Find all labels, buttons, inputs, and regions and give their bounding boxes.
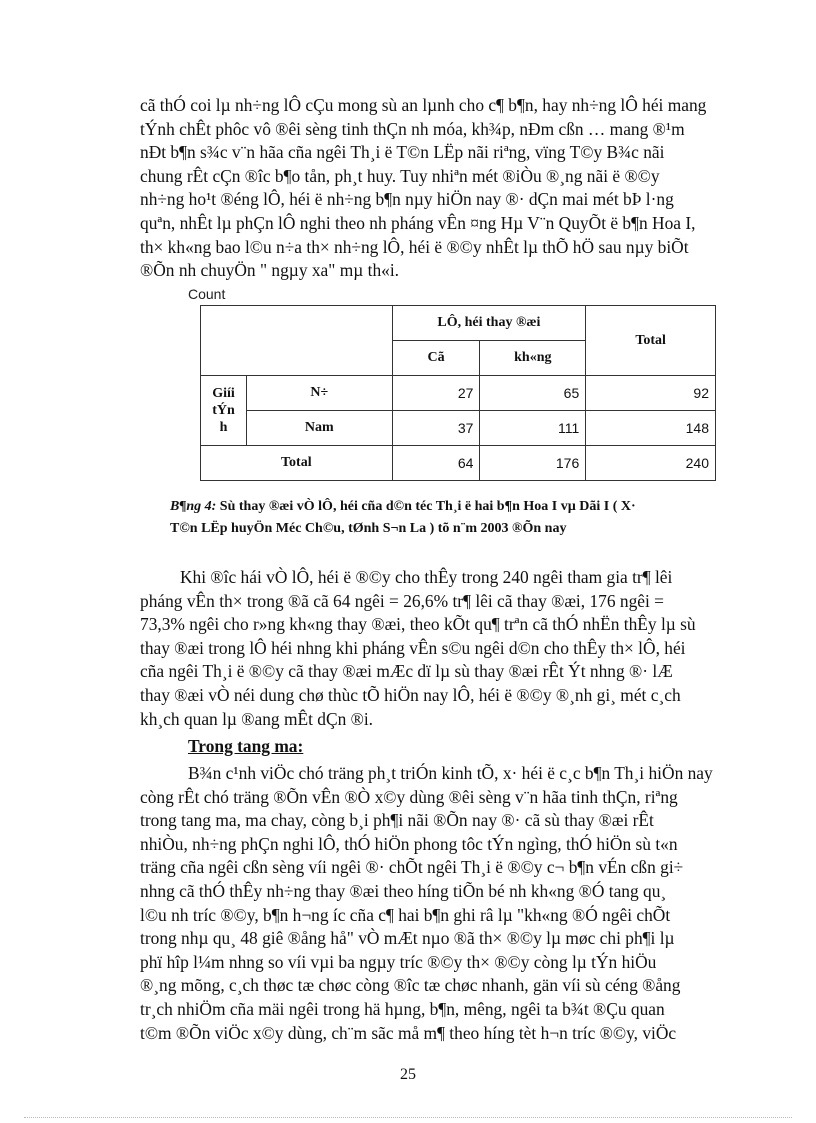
cell-value: 176 [480,446,586,481]
cell-value: 65 [480,376,586,411]
text-line: träng cña ngêi cßn sèng víi ngêi ®· chÕt ngêi Th¸i ë ®©y c¬ b¶n vÉn cßn gi÷ [140,857,684,878]
cell-total: 148 [586,411,716,446]
cell-value: 27 [392,376,480,411]
text-line: Khi ®îc hái vÒ lÔ, héi ë ®©y cho thÊy trong 240 ngêi tham gia tr¶ lêi [180,567,673,587]
cell-total: 92 [586,376,716,411]
header-group-cell: LÔ, héi thay ®æi [392,306,586,341]
text-line: nhiÒu, nh÷ng phÇn nghi lÔ, thÓ hiÖn phong tôc tÝn ngìng, thÓ hiÖn sù t«n [140,833,678,854]
header-col-co: Cã [392,341,480,376]
table-row [201,411,716,446]
row-group-line: Giíi [212,386,235,401]
header-total-cell: Total [586,306,716,376]
text-line: kh¸ch quan lµ ®ang mÊt dÇn ®i. [140,708,374,729]
table-caption [170,496,760,540]
text-line: trong nhµ qu¸ 48 giê ®ång hå" vÒ mÆt nµo ®ã th× ®©y lµ møc chi ph¶i lµ [140,928,675,949]
row-group-line: h [219,420,228,435]
row-label: Nam [246,411,392,446]
footer-divider [24,1117,792,1118]
cell-total: 240 [586,446,716,481]
text-line: tÝnh chÊt phôc vô ®êi sèng tinh thÇn nh móa, kh¾p, nÐm cßn … mang ®¹m [140,118,685,139]
caption-text: T©n LËp huyÖn Méc Ch©u, tØnh S¬n La ) tõ n¨m 2003 ®Õn nay [170,521,567,536]
text-line: 73,3% ngêi cho r»ng kh«ng thay ®æi, theo kÕt qu¶ trªn cã thÓ nhËn thÊy lµ sù [140,614,696,635]
text-line: cña ngêi Th¸i ë ®©y cã thay ®æi mÆc dï lµ sù thay ®æi rÊt Ýt nhng ®· lÆ [140,661,673,682]
text-line: tr¸ch nhiÖm cña mäi ngêi trong hä hµng, b¶n, mêng, ngêi ta b¾t ®Çu quan [140,998,665,1019]
cell-value: 37 [392,411,480,446]
text-line: ®Õn nh chuyÖn " ngµy xa" mµ th«i. [140,260,400,281]
row-label-total: Total [201,446,393,481]
paragraph-3 [140,762,748,1045]
cell-value: 64 [392,446,480,481]
table-row [201,376,716,411]
text-line: còng rÊt chó träng ®Õn vÊn ®Ò x©y dùng ®êi sèng v¨n hãa tinh thÇn, riªng [140,786,678,807]
paragraph-2 [140,566,748,731]
text-line: trong tang ma, ma chay, còng b¸i ph¶i nãi ®Õn nay ®· cã sù thay ®æi rÊt [140,810,654,831]
empty-corner-cell [201,306,393,376]
text-line: cã thÓ coi lµ nh÷ng lÔ cÇu mong sù an lµnh cho c¶ b¶n, hay nh÷ng lÔ héi mang [140,95,707,115]
table-header-row [201,306,716,341]
text-line: nh÷ng ho¹t ®éng lÔ, héi ë nh÷ng b¶n nµy hiÖn nay ®· dÇn mai mét bÞ l·ng [140,189,674,210]
text-line: t©m ®Õn viÖc x©y dùng, ch¨m sãc må m¶ theo híng tèt h¬n tríc ®©y, viÖc [140,1022,677,1043]
text-line: phï hîp l¼m nhng so víi vµi ba ngµy tríc ®©y th× ®©y còng lµ tÝn hiÖu [140,951,657,972]
row-group-cell [201,376,247,446]
text-line: nhng cã thÓ thÊy nh÷ng thay ®æi theo híng tiÕn bé nh kh«ng ®Ó tang qu¸ [140,880,667,901]
text-line: l©u nh tríc ®©y, b¶n h¬ng íc cña c¶ hai b¶n ghi râ lµ "kh«ng ®Ó ngêi chÕt [140,904,671,925]
text-line: chung rÊt cÇn ®îc b¶o tån, ph¸t huy. Tuy nhiªn mét ®iÒu ®¸ng nãi ë ®©y [140,165,660,186]
table-total-row [201,446,716,481]
caption-lead: B¶ng 4: [170,499,217,514]
section-heading: Trong tang ma: [188,736,304,756]
text-line: nÐt b¶n s¾c v¨n hãa cña ngêi Th¸i ë T©n LËp nãi riªng, vïng T©y B¾c nãi [140,142,665,163]
paragraph-1 [140,94,748,283]
text-line: thay ®æi trong lÔ héi nhng khi pháng vÊn s©u ngêi d©n cho thÊy th× lÔ, héi [140,637,686,658]
row-group-line: tÝn [212,403,235,418]
row-label: N÷ [246,376,392,411]
text-line: th× kh«ng bao l©u n÷a th× nh÷ng lÔ, héi ë ®©y nhÊt lµ thÕ hÖ sau nµy biÕt [140,236,689,257]
header-col-khong: kh«ng [480,341,586,376]
text-line: B¾n c¹nh viÖc chó träng ph¸t triÓn kinh tÕ, x· héi ë c¸c b¶n Th¸i hiÖn nay [188,763,713,783]
page-number: 25 [400,1066,416,1083]
cell-value: 111 [480,411,586,446]
text-line: pháng vÊn th× trong ®ã cã 64 ngêi = 26,6% tr¶ lêi cã thay ®æi, 176 ngêi = [140,590,664,611]
text-line: ®¸ng mõng, c¸ch thøc tæ chøc còng ®îc tæ chøc nhanh, gän víi sù céng ®ång [140,975,681,996]
crosstab-table [200,305,716,481]
caption-text: Sù thay ®æi vÒ lÔ, héi cña d©n téc Th¸i ë hai b¶n Hoa I vµ Dãi I ( X· [216,499,636,514]
text-line: quªn, nhÊt lµ phÇn lÔ nghi theo nh pháng vÊn ¤ng Hµ V¨n QuyÕt ë b¶n Hoa I, [140,212,696,233]
text-line: thay ®æi vÒ néi dung chø thùc tÕ hiÖn nay lÔ, héi ë ®©y ®¸nh gi¸ mét c¸ch [140,684,681,705]
count-label: Count [188,286,226,302]
